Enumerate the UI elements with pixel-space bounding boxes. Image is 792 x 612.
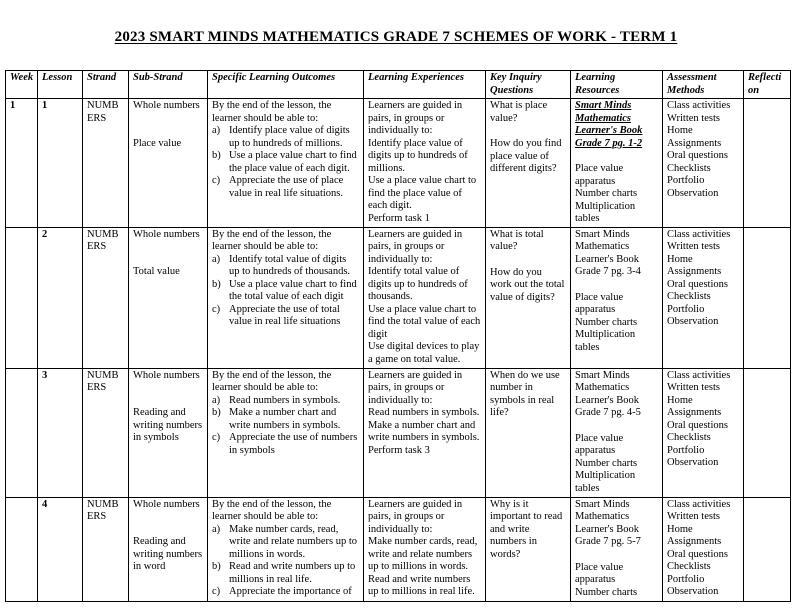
list-item: Use a place value chart to find the total value of each digit xyxy=(368,303,481,340)
list-item: Portfolio xyxy=(667,303,705,315)
list-item: Number charts xyxy=(575,316,638,328)
outcome-text: Appreciate the importance of xyxy=(229,586,352,597)
list-item: Learners are guided in pairs, in groups or individually to: xyxy=(368,369,463,406)
list-item: Read and write numbers up to millions in real life. xyxy=(368,573,475,597)
outcome-marker: a) xyxy=(212,394,221,406)
outcome-text: Identify total value of digits up to hundreds of thousands. xyxy=(229,253,351,277)
sub-strand-cell xyxy=(129,227,208,368)
column-header-key-inquiry-questions: Key Inquiry Questions xyxy=(486,71,571,99)
list-item: Observation xyxy=(667,586,719,597)
list-item: Place value apparatus xyxy=(575,291,624,315)
outcome-text: Make number cards, read, write and relate numbers up to millions in words. xyxy=(229,523,357,560)
outcome-text: Use a place value chart to find the place value of each digit. xyxy=(229,150,357,174)
list-item: Perform task 3 xyxy=(368,444,430,456)
assessment-list xyxy=(667,100,739,200)
outcome-text: Use a place value chart to find the total value of each digit xyxy=(229,278,357,302)
list-item: Observation xyxy=(667,187,719,199)
list-item: Multiplication tables xyxy=(575,200,636,224)
list-item: Portfolio xyxy=(667,573,705,585)
list-item: Written tests xyxy=(667,511,720,522)
column-header-learning-resources: Learning Resources xyxy=(571,71,663,99)
column-header-specific-learning-outcomes: Specific Learning Outcomes xyxy=(208,71,364,99)
experiences-list xyxy=(368,370,481,458)
reflection-cell xyxy=(744,368,791,497)
list-item: Make number cards, read, write and relate numbers up to millions in words. xyxy=(368,536,478,572)
resources-book-reference: Smart Minds Mathematics Learner's Book Grade 7 pg. 4-5 xyxy=(575,369,641,418)
strand-cell xyxy=(83,368,129,497)
list-item: Written tests xyxy=(667,382,720,393)
list-item: Checklists xyxy=(667,561,711,572)
outcome-item xyxy=(212,150,359,175)
assessment-list xyxy=(667,499,739,599)
outcomes-cell xyxy=(208,227,364,368)
outcomes-intro: By the end of the lesson, the learner should be able to: xyxy=(212,228,332,252)
list-item: Class activities xyxy=(667,369,731,381)
table-row xyxy=(6,497,791,601)
outcome-item xyxy=(212,432,359,457)
list-item: Observation xyxy=(667,316,719,327)
reflection-cell xyxy=(744,99,791,228)
list-item: Portfolio xyxy=(667,444,705,456)
list-item: What is total value? xyxy=(490,228,544,252)
week-cell xyxy=(6,497,38,601)
sub-strand-bottom: Reading and writing numbers in word xyxy=(133,536,203,572)
outcome-item xyxy=(212,395,359,408)
list-item: Checklists xyxy=(667,432,711,443)
sub-strand-bottom: Reading and writing numbers in symbols xyxy=(133,407,203,443)
assessment-cell xyxy=(663,368,744,497)
strand-cell xyxy=(83,99,129,228)
inquiry-cell xyxy=(486,99,571,228)
week-cell xyxy=(6,227,38,368)
outcome-marker: a) xyxy=(212,125,221,136)
column-header-learning-experiences: Learning Experiences xyxy=(364,71,486,99)
outcomes-cell xyxy=(208,99,364,228)
list-item: Read numbers in symbols. xyxy=(368,407,480,418)
strand-value: NUMBERS xyxy=(87,100,119,124)
inquiry-cell xyxy=(486,368,571,497)
outcomes-cell xyxy=(208,368,364,497)
list-item: Multiplication tables xyxy=(575,329,636,353)
resources-cell xyxy=(571,227,663,368)
list-item: Class activities xyxy=(667,498,731,510)
lesson-value: 3 xyxy=(42,369,48,381)
reflection-cell xyxy=(744,227,791,368)
outcome-marker: c) xyxy=(212,586,221,597)
outcome-text: Appreciate the use of numbers in symbols xyxy=(229,432,358,456)
list-item: Number charts xyxy=(575,188,638,199)
outcome-marker: b) xyxy=(212,150,221,161)
lesson-value: 4 xyxy=(42,498,48,510)
column-header-lesson: Lesson xyxy=(38,71,83,99)
list-item: Learners are guided in pairs, in groups or individually to: xyxy=(368,498,463,535)
resources-list xyxy=(575,562,658,600)
outcomes-list xyxy=(212,395,359,458)
outcome-marker: c) xyxy=(212,303,221,315)
sub-strand-top: Whole numbers xyxy=(133,100,200,111)
outcome-marker: c) xyxy=(212,432,221,443)
outcome-item xyxy=(212,561,359,586)
list-item: Learners are guided in pairs, in groups or individually to: xyxy=(368,100,463,136)
list-item: How do you work out the total value of digits? xyxy=(490,266,565,303)
assessment-cell xyxy=(663,227,744,368)
inquiry-list xyxy=(490,229,566,305)
experiences-cell xyxy=(364,227,486,368)
outcomes-list xyxy=(212,524,359,599)
resources-book-reference: Smart Minds Mathematics Learner's Book Grade 7 pg. 1-2 xyxy=(575,100,643,149)
strand-value: NUMBERS xyxy=(87,498,119,522)
sub-strand-top: Whole numbers xyxy=(133,369,200,381)
table-row xyxy=(6,99,791,228)
table-row xyxy=(6,227,791,368)
assessment-list xyxy=(667,370,739,470)
outcome-marker: a) xyxy=(212,523,221,535)
list-item: Why is it important to read and write numbers in words? xyxy=(490,498,563,560)
outcome-text: Read numbers in symbols. xyxy=(229,394,341,406)
table-header-row xyxy=(6,71,791,99)
outcomes-intro: By the end of the lesson, the learner should be able to: xyxy=(212,100,332,124)
resources-cell xyxy=(571,368,663,497)
list-item: Use digital devices to play a game on total value. xyxy=(368,341,480,365)
list-item: Place value apparatus xyxy=(575,561,624,585)
list-item: How do you find place value of different digits? xyxy=(490,138,562,174)
assessment-list xyxy=(667,229,739,329)
list-item: When do we use number in symbols in real life? xyxy=(490,369,560,418)
resources-book-reference: Smart Minds Mathematics Learner's Book Grade 7 pg. 5-7 xyxy=(575,498,641,547)
sub-strand-bottom: Place value xyxy=(133,137,182,149)
list-item: Checklists xyxy=(667,291,711,302)
list-item: What is place value? xyxy=(490,100,548,124)
strand-value: NUMBERS xyxy=(87,228,119,252)
list-item: Number charts xyxy=(575,586,638,598)
experiences-cell xyxy=(364,368,486,497)
inquiry-cell xyxy=(486,497,571,601)
inquiry-cell xyxy=(486,227,571,368)
outcome-marker: b) xyxy=(212,278,221,290)
schemes-table-body xyxy=(6,99,791,602)
list-item: Use a place value chart to find the place value of each digit. xyxy=(368,175,477,211)
experiences-cell xyxy=(364,99,486,228)
sub-strand-cell xyxy=(129,368,208,497)
table-row xyxy=(6,368,791,497)
experiences-list xyxy=(368,229,481,367)
strand-value: NUMBERS xyxy=(87,369,119,393)
list-item: Home Assignments xyxy=(667,523,722,547)
list-item: Home Assignments xyxy=(667,253,722,277)
outcome-item xyxy=(212,586,359,599)
column-header-sub-strand: Sub-Strand xyxy=(129,71,208,99)
list-item: Identify total value of digits up to hundreds of thousands. xyxy=(368,266,468,302)
outcome-text: Read and write numbers up to millions in real life. xyxy=(229,561,356,585)
week-cell xyxy=(6,99,38,228)
outcome-item xyxy=(212,304,359,329)
outcome-item xyxy=(212,175,359,200)
outcomes-intro: By the end of the lesson, the learner should be able to: xyxy=(212,369,332,393)
list-item: Written tests xyxy=(667,241,720,252)
experiences-list xyxy=(368,100,481,225)
sub-strand-cell xyxy=(129,497,208,601)
list-item: Multiplication tables xyxy=(575,470,636,494)
outcome-marker: b) xyxy=(212,561,221,572)
list-item: Oral questions xyxy=(667,278,728,290)
list-item: Learners are guided in pairs, in groups or individually to: xyxy=(368,228,463,265)
column-header-week: Week xyxy=(6,71,38,99)
list-item: Class activities xyxy=(667,228,731,240)
outcome-text: Appreciate the use of place value in real life situations. xyxy=(229,175,344,199)
outcome-text: Make a number chart and write numbers in symbols. xyxy=(229,407,341,431)
sub-strand-top: Whole numbers xyxy=(133,228,200,240)
list-item: Oral questions xyxy=(667,419,728,431)
outcome-item xyxy=(212,279,359,304)
week-value: 1 xyxy=(10,100,16,111)
resources-list xyxy=(575,163,658,226)
assessment-cell xyxy=(663,497,744,601)
outcome-marker: c) xyxy=(212,175,221,186)
sub-strand-bottom: Total value xyxy=(133,266,180,277)
list-item: Home Assignments xyxy=(667,125,722,149)
resources-book-reference: Smart Minds Mathematics Learner's Book Grade 7 pg. 3-4 xyxy=(575,228,641,277)
outcome-marker: b) xyxy=(212,407,221,418)
outcome-item xyxy=(212,125,359,150)
outcome-marker: a) xyxy=(212,253,221,265)
list-item: Checklists xyxy=(667,162,711,174)
list-item: Observation xyxy=(667,457,719,468)
experiences-list xyxy=(368,499,481,599)
resources-cell xyxy=(571,99,663,228)
assessment-cell xyxy=(663,99,744,228)
outcomes-cell xyxy=(208,497,364,601)
table-header xyxy=(6,71,791,99)
lesson-cell xyxy=(38,99,83,228)
lesson-value: 1 xyxy=(42,100,48,111)
column-header-strand: Strand xyxy=(83,71,129,99)
list-item: Oral questions xyxy=(667,150,728,161)
list-item: Place value apparatus xyxy=(575,163,624,187)
outcome-item xyxy=(212,524,359,562)
experiences-cell xyxy=(364,497,486,601)
outcome-item xyxy=(212,254,359,279)
lesson-cell xyxy=(38,497,83,601)
sub-strand-cell xyxy=(129,99,208,228)
list-item: Class activities xyxy=(667,100,731,111)
outcome-text: Identify place value of digits up to hundreds of millions. xyxy=(229,125,350,149)
outcomes-list xyxy=(212,254,359,329)
outcomes-intro: By the end of the lesson, the learner should be able to: xyxy=(212,498,332,522)
strand-cell xyxy=(83,227,129,368)
inquiry-list xyxy=(490,499,566,562)
sub-strand-top: Whole numbers xyxy=(133,498,200,510)
lesson-cell xyxy=(38,227,83,368)
strand-cell xyxy=(83,497,129,601)
page-title: 2023 SMART MINDS MATHEMATICS GRADE 7 SCHEMES OF WORK - TERM 1 xyxy=(114,29,678,45)
inquiry-list xyxy=(490,370,566,420)
list-item: Home Assignments xyxy=(667,394,722,418)
outcome-text: Appreciate the use of total value in real life situations xyxy=(229,303,341,327)
inquiry-list xyxy=(490,100,566,176)
list-item: Portfolio xyxy=(667,175,705,186)
list-item: Oral questions xyxy=(667,548,728,560)
lesson-cell xyxy=(38,368,83,497)
list-item: Number charts xyxy=(575,457,638,469)
resources-list xyxy=(575,292,658,355)
list-item: Place value apparatus xyxy=(575,432,624,456)
list-item: Make a number chart and write numbers in symbols. xyxy=(368,419,480,443)
resources-list xyxy=(575,433,658,496)
lesson-value: 2 xyxy=(42,228,48,240)
column-header-reflection: Reflection xyxy=(744,71,791,99)
reflection-cell xyxy=(744,497,791,601)
week-cell xyxy=(6,368,38,497)
resources-cell xyxy=(571,497,663,601)
outcomes-list xyxy=(212,125,359,200)
schemes-of-work-table xyxy=(5,70,791,602)
column-header-assessment-methods: Assessment Methods xyxy=(663,71,744,99)
list-item: Identify place value of digits up to hundreds of millions. xyxy=(368,137,468,174)
list-item: Written tests xyxy=(667,112,720,124)
outcome-item xyxy=(212,407,359,432)
list-item: Perform task 1 xyxy=(368,212,430,224)
